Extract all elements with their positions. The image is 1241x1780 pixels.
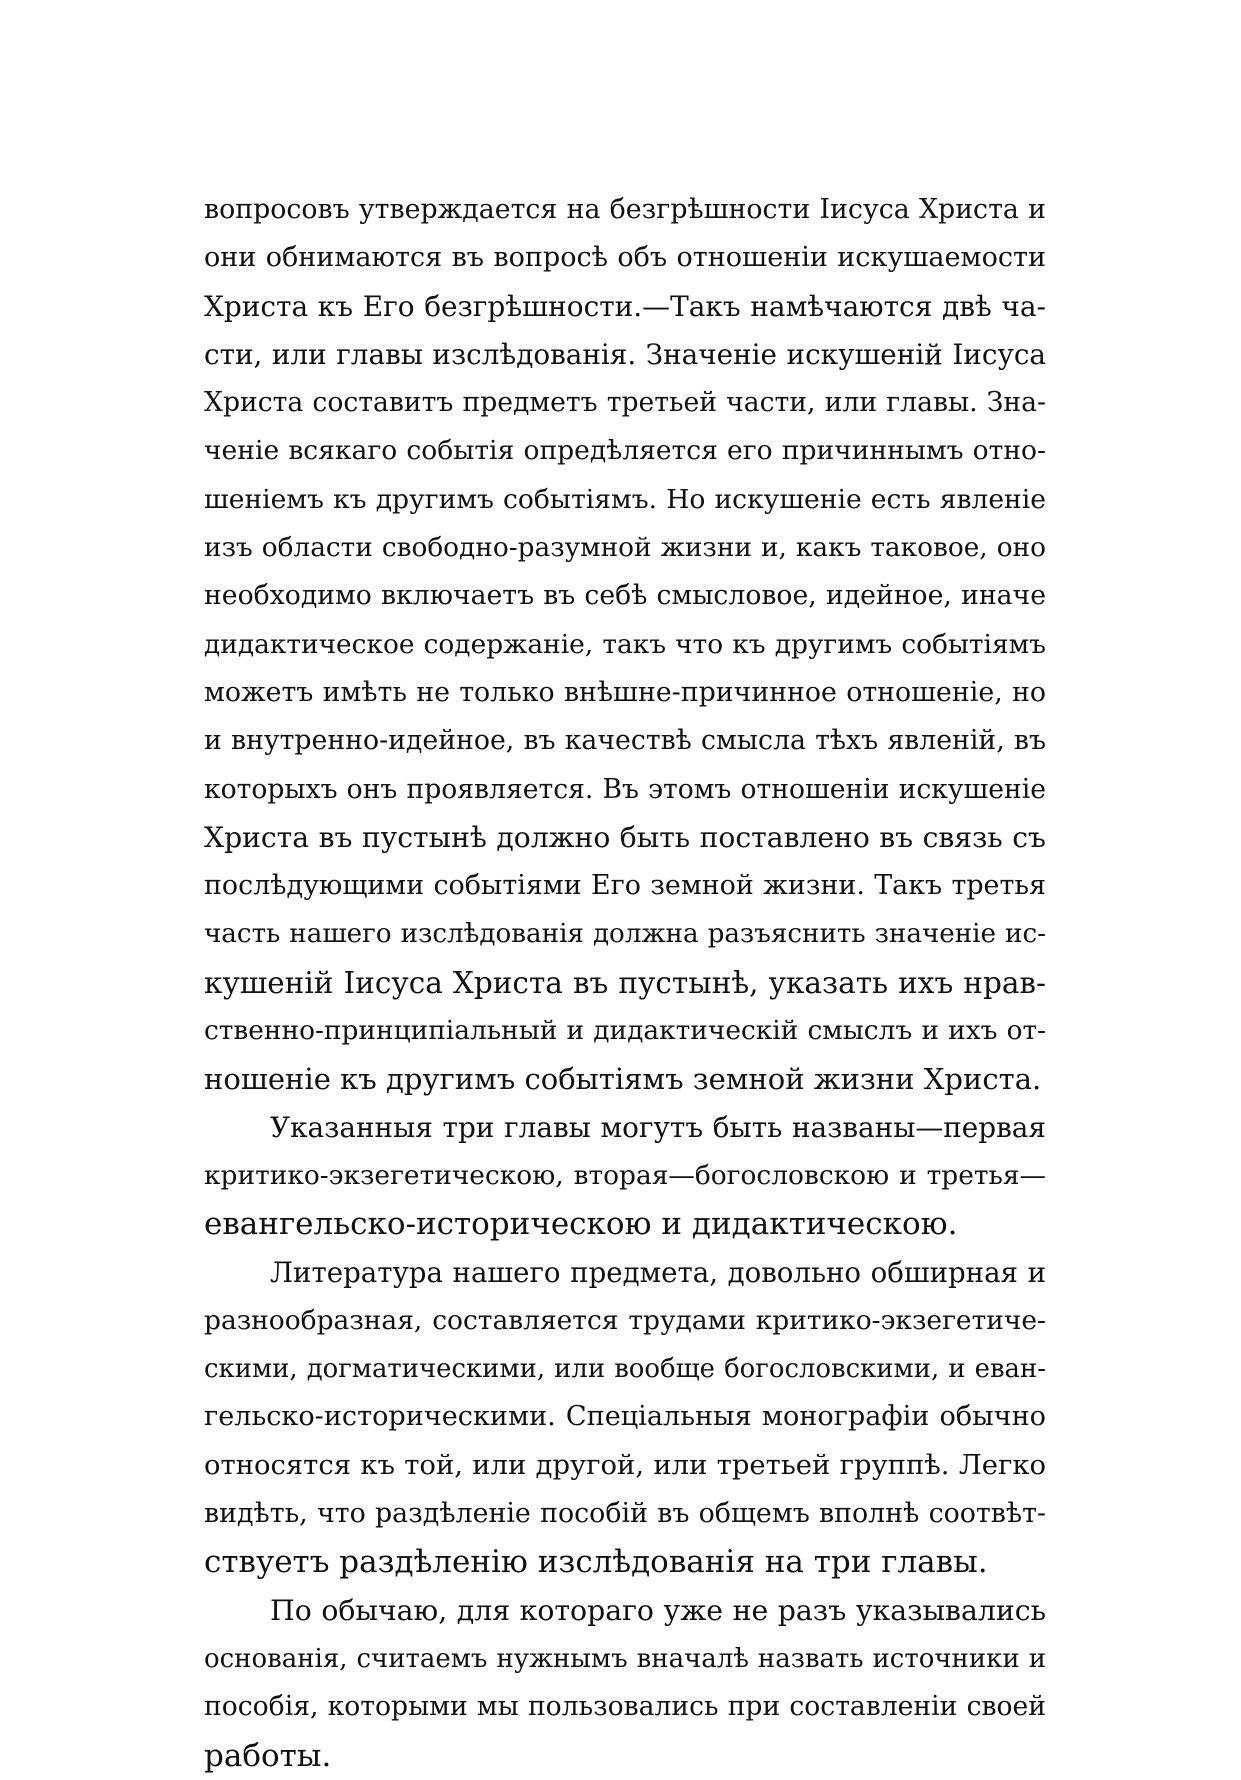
text-line: пособія, которыми мы пользовались при составленіи своей bbox=[204, 1691, 1046, 1723]
text-line: кушеній Іисуса Христа въ пустынѣ, указать ихъ нрав- bbox=[204, 965, 1046, 1000]
text-line: можетъ имѣть не только внѣшне-причинное отношеніе, но bbox=[204, 676, 1046, 708]
text-line: работы. bbox=[204, 1737, 332, 1774]
text-line: необходимо включаетъ въ себѣ смысловое, идейное, иначе bbox=[204, 580, 1046, 612]
text-line: шеніемъ къ другимъ событіямъ. Но искушеніе есть явленіе bbox=[204, 483, 1046, 515]
text-line: изъ области свободно-разумной жизни и, какъ таковое, оно bbox=[204, 533, 1046, 564]
text-line: Христа къ Его безгрѣшности.—Такъ намѣчаются двѣ ча- bbox=[204, 289, 1046, 323]
text-line: ченіе всякаго событія опредѣляется его причиннымъ отно- bbox=[204, 435, 1046, 467]
text-line: относятся къ той, или другой, или третьей группѣ. Легко bbox=[204, 1449, 1046, 1481]
text-line: скими, догматическими, или вообще богословскими, и еван- bbox=[204, 1354, 1046, 1385]
text-line: ношеніе къ другимъ событіямъ земной жизни Христа. bbox=[204, 1062, 1042, 1097]
text-line: Указанныя три главы могутъ быть названы—первая bbox=[270, 1110, 1046, 1144]
text-line: часть нашего изслѣдованія должна разъяснить значеніе ис- bbox=[204, 919, 1046, 950]
text-line: евангельско-историческою и дидактическою. bbox=[204, 1206, 958, 1243]
paragraph bbox=[204, 1249, 1046, 1587]
text-line: они обнимаются въ вопросѣ объ отношеніи искушаемости bbox=[204, 242, 1046, 274]
text-line: ственно-принципіальный и дидактическій смыслъ и ихъ от- bbox=[204, 1015, 1046, 1047]
text-line: По обычаю, для котораго уже не разъ указывались bbox=[270, 1593, 1046, 1627]
text-line: сти, или главы изслѣдованія. Значеніе искушеній Іисуса bbox=[204, 337, 1046, 371]
text-line: Христа въ пустынѣ должно быть поставлено въ связь съ bbox=[204, 820, 1046, 854]
text-line: которыхъ онъ проявляется. Въ этомъ отношеніи искушеніе bbox=[204, 773, 1046, 805]
text-line: ствуетъ раздѣленію изслѣдованія на три главы. bbox=[204, 1544, 988, 1581]
text-line: дидактическое содержаніе, такъ что къ другимъ событіямъ bbox=[204, 628, 1046, 660]
text-line: разнообразная, составляется трудами критико-экзегетиче- bbox=[204, 1304, 1046, 1336]
paragraph bbox=[204, 186, 1046, 1104]
text-line: послѣдующими событіями Его земной жизни. Такъ третья bbox=[204, 870, 1046, 902]
text-line: основанія, считаемъ нужнымъ вначалѣ назвать источники и bbox=[204, 1643, 1046, 1674]
text-line: гельско-историческими. Спеціальныя монографіи обычно bbox=[204, 1401, 1046, 1433]
page-body-text bbox=[204, 186, 1046, 1780]
text-line: критико-экзегетическою, вторая—богословскою и третья— bbox=[204, 1159, 1046, 1191]
text-line: Христа составитъ предметъ третьей части, или главы. Зна- bbox=[204, 387, 1046, 419]
text-line: видѣть, что раздѣленіе пособій въ общемъ вполнѣ соотвѣт- bbox=[204, 1498, 1046, 1530]
text-line: вопросовъ утверждается на безгрѣшности Іисуса Христа и bbox=[204, 194, 1046, 225]
text-line: Литература нашего предмета, довольно обширная и bbox=[270, 1255, 1046, 1289]
paragraph bbox=[204, 1587, 1046, 1780]
text-line: и внутренно-идейное, въ качествѣ смысла тѣхъ явленій, въ bbox=[204, 725, 1046, 757]
paragraph bbox=[204, 1104, 1046, 1249]
